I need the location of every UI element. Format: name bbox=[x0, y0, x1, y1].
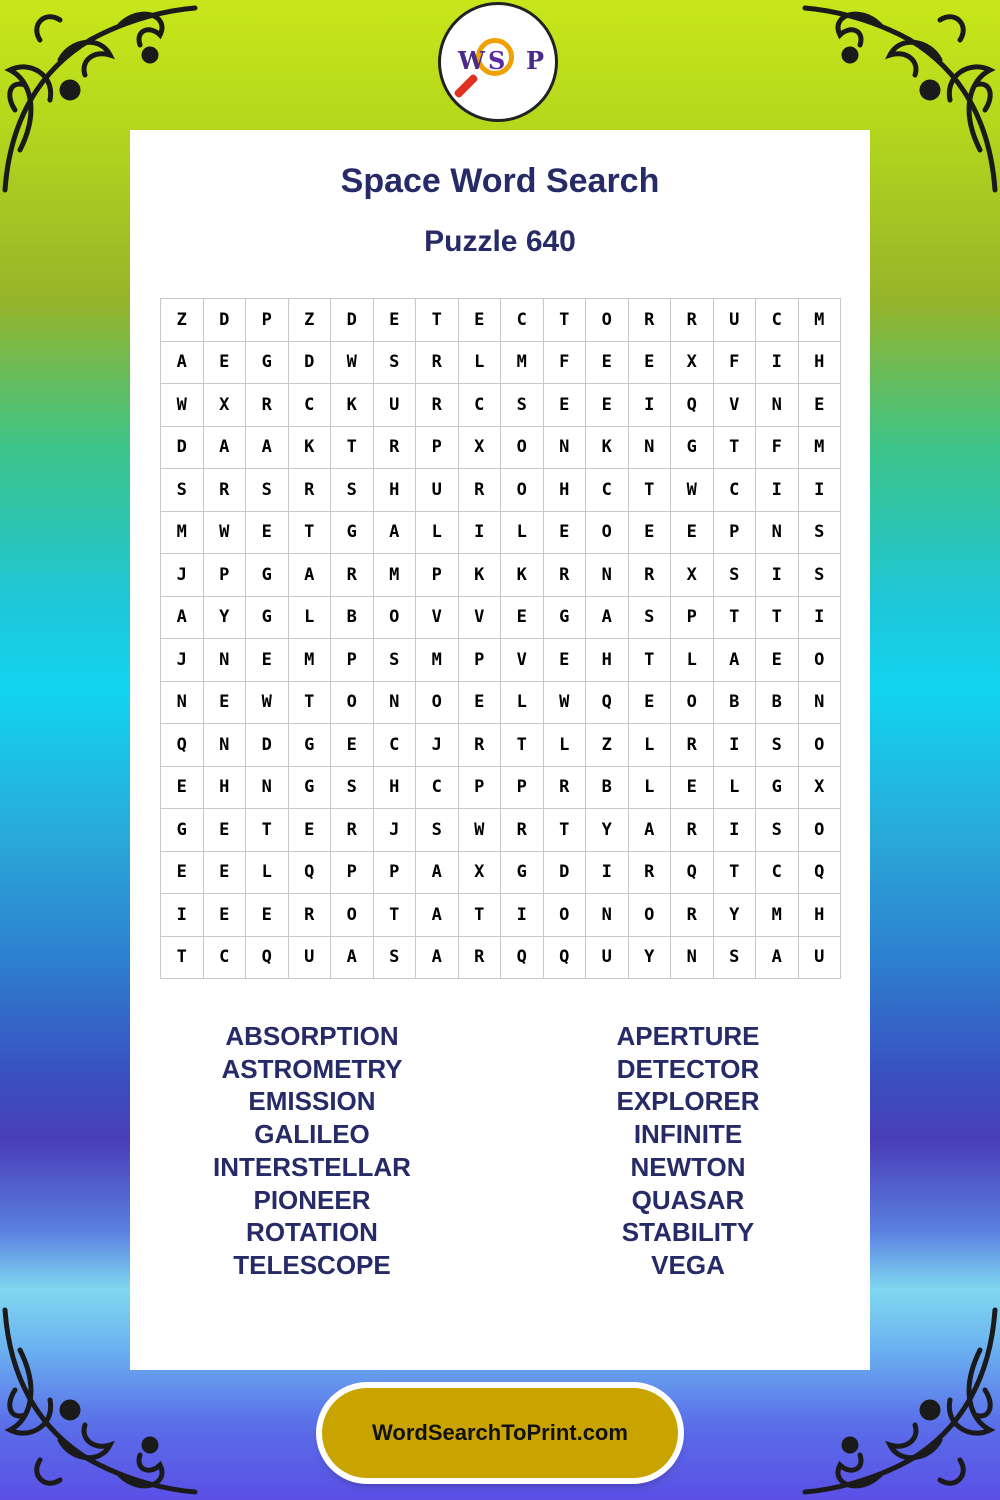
logo-letter-w: W bbox=[458, 46, 485, 75]
grid-cell[interactable]: R bbox=[543, 766, 586, 809]
grid-cell[interactable]: W bbox=[161, 384, 204, 427]
grid-row bbox=[161, 299, 841, 342]
grid-cell[interactable]: Q bbox=[246, 936, 289, 979]
grid-cell[interactable]: G bbox=[756, 766, 799, 809]
grid-cell[interactable]: T bbox=[161, 936, 204, 979]
grid-cell[interactable]: C bbox=[203, 936, 246, 979]
grid-cell[interactable]: H bbox=[543, 469, 586, 512]
grid-cell[interactable]: M bbox=[798, 299, 841, 342]
grid-cell[interactable]: N bbox=[756, 384, 799, 427]
grid-cell[interactable]: W bbox=[671, 469, 714, 512]
grid-cell[interactable]: Q bbox=[798, 851, 841, 894]
grid-cell[interactable]: T bbox=[288, 681, 331, 724]
grid-cell[interactable]: L bbox=[501, 511, 544, 554]
grid-cell[interactable]: A bbox=[331, 936, 374, 979]
grid-cell[interactable]: D bbox=[543, 851, 586, 894]
grid-cell[interactable]: L bbox=[628, 724, 671, 767]
grid-cell[interactable]: Y bbox=[586, 809, 629, 852]
grid-cell[interactable]: H bbox=[373, 469, 416, 512]
grid-cell[interactable]: J bbox=[161, 639, 204, 682]
grid-cell[interactable]: M bbox=[756, 894, 799, 937]
grid-cell[interactable]: A bbox=[416, 894, 459, 937]
grid-cell[interactable]: R bbox=[543, 554, 586, 597]
grid-cell[interactable]: M bbox=[373, 554, 416, 597]
grid-row bbox=[161, 554, 841, 597]
grid-cell[interactable]: P bbox=[331, 639, 374, 682]
grid-cell[interactable]: N bbox=[543, 426, 586, 469]
grid-cell[interactable]: N bbox=[756, 511, 799, 554]
grid-cell[interactable]: Z bbox=[586, 724, 629, 767]
grid-cell[interactable]: S bbox=[756, 809, 799, 852]
grid-cell[interactable]: A bbox=[713, 639, 756, 682]
grid-cell[interactable]: G bbox=[543, 596, 586, 639]
grid-cell[interactable]: L bbox=[501, 681, 544, 724]
grid-cell[interactable]: I bbox=[501, 894, 544, 937]
word-list-right bbox=[538, 1020, 838, 1282]
grid-cell[interactable]: S bbox=[331, 766, 374, 809]
grid-cell[interactable]: E bbox=[628, 681, 671, 724]
word-list-item: EXPLORER bbox=[616, 1086, 760, 1117]
grid-cell[interactable]: T bbox=[713, 426, 756, 469]
grid-cell[interactable]: O bbox=[331, 681, 374, 724]
word-list-item: ABSORPTION bbox=[225, 1021, 399, 1051]
grid-cell[interactable]: H bbox=[798, 894, 841, 937]
grid-cell[interactable]: D bbox=[203, 299, 246, 342]
grid-cell[interactable]: W bbox=[246, 681, 289, 724]
grid-row bbox=[161, 341, 841, 384]
grid-cell[interactable]: O bbox=[501, 469, 544, 512]
grid-cell[interactable]: U bbox=[586, 936, 629, 979]
grid-cell[interactable]: O bbox=[586, 299, 629, 342]
grid-cell[interactable]: C bbox=[501, 299, 544, 342]
grid-cell[interactable]: R bbox=[458, 724, 501, 767]
grid-cell[interactable]: L bbox=[288, 596, 331, 639]
grid-cell[interactable]: G bbox=[501, 851, 544, 894]
grid-cell[interactable]: E bbox=[458, 681, 501, 724]
grid-cell[interactable]: C bbox=[416, 766, 459, 809]
grid-cell[interactable]: G bbox=[288, 766, 331, 809]
grid-cell[interactable]: G bbox=[246, 554, 289, 597]
grid-cell[interactable]: O bbox=[331, 894, 374, 937]
grid-cell[interactable]: B bbox=[331, 596, 374, 639]
grid-cell[interactable]: N bbox=[798, 681, 841, 724]
grid-cell[interactable]: M bbox=[288, 639, 331, 682]
grid-cell[interactable]: I bbox=[586, 851, 629, 894]
grid-cell[interactable]: I bbox=[628, 384, 671, 427]
grid-cell[interactable]: A bbox=[756, 936, 799, 979]
grid-cell[interactable]: N bbox=[671, 936, 714, 979]
grid-cell[interactable]: I bbox=[161, 894, 204, 937]
grid-cell[interactable]: P bbox=[331, 851, 374, 894]
grid-cell[interactable]: S bbox=[161, 469, 204, 512]
word-list-item: APERTURE bbox=[616, 1021, 760, 1051]
grid-cell[interactable]: S bbox=[373, 639, 416, 682]
grid-cell[interactable]: M bbox=[501, 341, 544, 384]
grid-cell[interactable]: E bbox=[373, 299, 416, 342]
word-list-item: ROTATION bbox=[246, 1217, 378, 1248]
grid-cell[interactable]: O bbox=[798, 809, 841, 852]
grid-cell[interactable]: C bbox=[756, 851, 799, 894]
grid-cell[interactable]: V bbox=[416, 596, 459, 639]
grid-cell[interactable]: R bbox=[671, 299, 714, 342]
grid-cell[interactable]: Y bbox=[203, 596, 246, 639]
grid-cell[interactable]: R bbox=[416, 384, 459, 427]
grid-cell[interactable]: C bbox=[373, 724, 416, 767]
word-list-left bbox=[162, 1020, 462, 1282]
grid-cell[interactable]: W bbox=[203, 511, 246, 554]
grid-cell[interactable]: P bbox=[458, 639, 501, 682]
grid-cell[interactable]: H bbox=[586, 639, 629, 682]
grid-cell[interactable]: L bbox=[246, 851, 289, 894]
grid-cell[interactable]: E bbox=[543, 639, 586, 682]
grid-cell[interactable]: S bbox=[246, 469, 289, 512]
grid-cell[interactable]: D bbox=[246, 724, 289, 767]
grid-cell[interactable]: J bbox=[416, 724, 459, 767]
grid-cell[interactable]: R bbox=[671, 809, 714, 852]
grid-cell[interactable]: T bbox=[713, 851, 756, 894]
letter-grid bbox=[160, 298, 841, 979]
grid-cell[interactable]: E bbox=[501, 596, 544, 639]
grid-cell[interactable]: D bbox=[288, 341, 331, 384]
grid-cell[interactable]: W bbox=[458, 809, 501, 852]
grid-cell[interactable]: I bbox=[756, 469, 799, 512]
grid-cell[interactable]: R bbox=[671, 894, 714, 937]
grid-cell[interactable]: S bbox=[331, 469, 374, 512]
grid-cell[interactable]: G bbox=[246, 596, 289, 639]
grid-cell[interactable]: Q bbox=[288, 851, 331, 894]
grid-cell[interactable]: C bbox=[458, 384, 501, 427]
grid-cell[interactable]: T bbox=[628, 469, 671, 512]
grid-cell[interactable]: L bbox=[671, 639, 714, 682]
grid-cell[interactable]: X bbox=[458, 426, 501, 469]
grid-cell[interactable]: I bbox=[756, 554, 799, 597]
word-list-item: QUASAR bbox=[631, 1184, 745, 1215]
grid-cell[interactable]: O bbox=[543, 894, 586, 937]
grid-cell[interactable]: C bbox=[713, 469, 756, 512]
grid-cell[interactable]: U bbox=[798, 936, 841, 979]
grid-cell[interactable]: R bbox=[373, 426, 416, 469]
grid-cell[interactable]: R bbox=[458, 469, 501, 512]
grid-cell[interactable]: G bbox=[161, 809, 204, 852]
grid-cell[interactable]: E bbox=[458, 299, 501, 342]
word-list-item: ASTROMETRY bbox=[221, 1053, 403, 1084]
grid-cell[interactable]: O bbox=[798, 724, 841, 767]
word-list-item: INTERSTELLAR bbox=[213, 1151, 411, 1182]
grid-cell[interactable]: C bbox=[586, 469, 629, 512]
grid-cell[interactable]: I bbox=[798, 469, 841, 512]
grid-cell[interactable]: P bbox=[203, 554, 246, 597]
grid-cell[interactable]: Q bbox=[161, 724, 204, 767]
grid-cell[interactable]: E bbox=[671, 511, 714, 554]
grid-cell[interactable]: Q bbox=[501, 936, 544, 979]
grid-cell[interactable]: P bbox=[373, 851, 416, 894]
grid-cell[interactable]: E bbox=[756, 639, 799, 682]
grid-cell[interactable]: X bbox=[798, 766, 841, 809]
grid-cell[interactable]: T bbox=[756, 596, 799, 639]
grid-cell[interactable]: N bbox=[373, 681, 416, 724]
grid-cell[interactable]: G bbox=[246, 341, 289, 384]
grid-cell[interactable]: R bbox=[246, 384, 289, 427]
grid-cell[interactable]: H bbox=[203, 766, 246, 809]
grid-row bbox=[161, 426, 841, 469]
grid-cell[interactable]: U bbox=[713, 299, 756, 342]
wsp-logo[interactable] bbox=[438, 2, 558, 122]
grid-cell[interactable]: E bbox=[246, 894, 289, 937]
grid-cell[interactable]: S bbox=[798, 554, 841, 597]
grid-row bbox=[161, 809, 841, 852]
grid-cell[interactable]: F bbox=[713, 341, 756, 384]
grid-cell[interactable]: T bbox=[458, 894, 501, 937]
grid-cell[interactable]: O bbox=[586, 511, 629, 554]
word-list-item: PIONEER bbox=[253, 1184, 371, 1215]
grid-cell[interactable]: S bbox=[628, 596, 671, 639]
grid-cell[interactable]: U bbox=[373, 384, 416, 427]
grid-cell[interactable]: A bbox=[416, 851, 459, 894]
grid-row bbox=[161, 511, 841, 554]
grid-cell[interactable]: A bbox=[373, 511, 416, 554]
grid-cell[interactable]: K bbox=[586, 426, 629, 469]
grid-cell[interactable]: V bbox=[501, 639, 544, 682]
grid-cell[interactable]: A bbox=[416, 936, 459, 979]
grid-cell[interactable]: R bbox=[458, 936, 501, 979]
grid-cell[interactable]: R bbox=[331, 809, 374, 852]
grid-cell[interactable]: X bbox=[458, 851, 501, 894]
grid-cell[interactable]: Q bbox=[586, 681, 629, 724]
grid-cell[interactable]: P bbox=[416, 426, 459, 469]
grid-cell[interactable]: C bbox=[756, 299, 799, 342]
grid-cell[interactable]: P bbox=[246, 299, 289, 342]
grid-cell[interactable]: J bbox=[373, 809, 416, 852]
grid-cell[interactable]: O bbox=[671, 681, 714, 724]
grid-cell[interactable]: T bbox=[416, 299, 459, 342]
logo-letter-p: P bbox=[526, 46, 545, 75]
grid-cell[interactable]: T bbox=[628, 639, 671, 682]
grid-cell[interactable]: I bbox=[713, 809, 756, 852]
grid-cell[interactable]: T bbox=[713, 596, 756, 639]
grid-cell[interactable]: E bbox=[288, 809, 331, 852]
grid-cell[interactable]: E bbox=[628, 511, 671, 554]
grid-cell[interactable]: V bbox=[458, 596, 501, 639]
website-link-button[interactable]: WordSearchToPrint.com bbox=[322, 1388, 678, 1478]
grid-cell[interactable]: N bbox=[586, 554, 629, 597]
grid-cell[interactable]: N bbox=[628, 426, 671, 469]
grid-cell[interactable]: R bbox=[288, 469, 331, 512]
grid-cell[interactable]: N bbox=[203, 724, 246, 767]
grid-cell[interactable]: A bbox=[203, 426, 246, 469]
grid-cell[interactable]: K bbox=[288, 426, 331, 469]
grid-cell[interactable]: G bbox=[331, 511, 374, 554]
grid-cell[interactable]: A bbox=[288, 554, 331, 597]
grid-cell[interactable]: R bbox=[288, 894, 331, 937]
grid-cell[interactable]: E bbox=[203, 809, 246, 852]
grid-cell[interactable]: A bbox=[161, 596, 204, 639]
magnifier-handle-icon bbox=[453, 73, 478, 98]
grid-row bbox=[161, 681, 841, 724]
grid-cell[interactable]: E bbox=[586, 341, 629, 384]
grid-cell[interactable]: T bbox=[246, 809, 289, 852]
grid-cell[interactable]: U bbox=[416, 469, 459, 512]
grid-cell[interactable]: E bbox=[161, 851, 204, 894]
grid-cell[interactable]: S bbox=[373, 936, 416, 979]
grid-cell[interactable]: E bbox=[203, 681, 246, 724]
grid-row bbox=[161, 936, 841, 979]
grid-cell[interactable]: R bbox=[203, 469, 246, 512]
grid-cell[interactable]: K bbox=[331, 384, 374, 427]
word-list-item: INFINITE bbox=[633, 1119, 743, 1150]
grid-cell[interactable]: R bbox=[671, 724, 714, 767]
grid-cell[interactable]: P bbox=[671, 596, 714, 639]
word-list-item: VEGA bbox=[651, 1249, 725, 1280]
grid-cell[interactable]: E bbox=[798, 384, 841, 427]
grid-cell[interactable]: T bbox=[288, 511, 331, 554]
grid-cell[interactable]: R bbox=[331, 554, 374, 597]
grid-cell[interactable]: S bbox=[501, 384, 544, 427]
grid-cell[interactable]: R bbox=[501, 809, 544, 852]
word-list-item: EMISSION bbox=[248, 1086, 376, 1117]
grid-cell[interactable]: N bbox=[161, 681, 204, 724]
grid-cell[interactable]: H bbox=[373, 766, 416, 809]
grid-row bbox=[161, 851, 841, 894]
grid-cell[interactable]: A bbox=[161, 341, 204, 384]
word-list-item: STABILITY bbox=[621, 1217, 755, 1248]
grid-cell[interactable]: O bbox=[628, 894, 671, 937]
grid-row bbox=[161, 724, 841, 767]
grid-cell[interactable]: B bbox=[586, 766, 629, 809]
grid-cell[interactable]: A bbox=[628, 809, 671, 852]
grid-cell[interactable]: X bbox=[671, 554, 714, 597]
grid-cell[interactable]: E bbox=[203, 341, 246, 384]
grid-cell[interactable]: T bbox=[331, 426, 374, 469]
grid-cell[interactable]: E bbox=[203, 894, 246, 937]
grid-cell[interactable]: G bbox=[288, 724, 331, 767]
page-title: Space Word Search bbox=[340, 162, 660, 200]
grid-cell[interactable]: R bbox=[628, 299, 671, 342]
grid-cell[interactable]: N bbox=[203, 639, 246, 682]
grid-cell[interactable]: M bbox=[161, 511, 204, 554]
grid-cell[interactable]: N bbox=[586, 894, 629, 937]
grid-cell[interactable]: T bbox=[373, 894, 416, 937]
grid-cell[interactable]: L bbox=[416, 511, 459, 554]
grid-row bbox=[161, 766, 841, 809]
grid-cell[interactable]: P bbox=[416, 554, 459, 597]
grid-cell[interactable]: E bbox=[543, 384, 586, 427]
grid-cell[interactable]: O bbox=[501, 426, 544, 469]
grid-cell[interactable]: Z bbox=[161, 299, 204, 342]
grid-cell[interactable]: O bbox=[416, 681, 459, 724]
grid-cell[interactable]: D bbox=[161, 426, 204, 469]
grid-cell[interactable]: I bbox=[458, 511, 501, 554]
grid-cell[interactable]: Z bbox=[288, 299, 331, 342]
grid-row bbox=[161, 894, 841, 937]
grid-row bbox=[161, 469, 841, 512]
grid-cell[interactable]: E bbox=[586, 384, 629, 427]
grid-cell[interactable]: R bbox=[416, 341, 459, 384]
grid-cell[interactable]: A bbox=[246, 426, 289, 469]
grid-cell[interactable]: A bbox=[586, 596, 629, 639]
grid-cell[interactable]: I bbox=[713, 724, 756, 767]
grid-cell[interactable]: I bbox=[798, 596, 841, 639]
grid-cell[interactable]: E bbox=[331, 724, 374, 767]
grid-cell[interactable]: Q bbox=[543, 936, 586, 979]
grid-cell[interactable]: E bbox=[246, 639, 289, 682]
grid-cell[interactable]: S bbox=[373, 341, 416, 384]
grid-cell[interactable]: L bbox=[458, 341, 501, 384]
grid-cell[interactable]: G bbox=[671, 426, 714, 469]
grid-cell[interactable]: O bbox=[798, 639, 841, 682]
puzzle-number: Puzzle 640 bbox=[424, 225, 576, 258]
grid-cell[interactable]: K bbox=[501, 554, 544, 597]
grid-cell[interactable]: T bbox=[543, 809, 586, 852]
grid-cell[interactable]: O bbox=[373, 596, 416, 639]
grid-cell[interactable]: W bbox=[543, 681, 586, 724]
grid-cell[interactable]: R bbox=[628, 851, 671, 894]
grid-cell[interactable]: S bbox=[713, 554, 756, 597]
grid-cell[interactable]: V bbox=[713, 384, 756, 427]
grid-cell[interactable]: M bbox=[416, 639, 459, 682]
grid-cell[interactable]: S bbox=[798, 511, 841, 554]
grid-cell[interactable]: D bbox=[331, 299, 374, 342]
grid-cell[interactable]: E bbox=[246, 511, 289, 554]
word-list-item: GALILEO bbox=[254, 1119, 370, 1150]
word-list-item: NEWTON bbox=[630, 1151, 746, 1182]
logo-letter-s: S bbox=[488, 46, 506, 75]
grid-cell[interactable]: T bbox=[543, 299, 586, 342]
grid-cell[interactable]: P bbox=[501, 766, 544, 809]
grid-cell[interactable]: L bbox=[713, 766, 756, 809]
grid-cell[interactable]: I bbox=[756, 341, 799, 384]
grid-cell[interactable]: U bbox=[288, 936, 331, 979]
grid-cell[interactable]: P bbox=[713, 511, 756, 554]
grid-cell[interactable]: T bbox=[501, 724, 544, 767]
grid-cell[interactable]: X bbox=[671, 341, 714, 384]
grid-cell[interactable]: F bbox=[543, 341, 586, 384]
grid-cell[interactable]: R bbox=[628, 554, 671, 597]
grid-cell[interactable]: H bbox=[798, 341, 841, 384]
word-list-item: DETECTOR bbox=[616, 1053, 760, 1084]
grid-cell[interactable]: S bbox=[713, 936, 756, 979]
grid-cell[interactable]: E bbox=[203, 851, 246, 894]
grid-cell[interactable]: L bbox=[543, 724, 586, 767]
grid-row bbox=[161, 639, 841, 682]
grid-cell[interactable]: B bbox=[756, 681, 799, 724]
grid-cell[interactable]: Q bbox=[671, 384, 714, 427]
grid-cell[interactable]: M bbox=[798, 426, 841, 469]
grid-cell[interactable]: N bbox=[246, 766, 289, 809]
grid-cell[interactable]: Y bbox=[713, 894, 756, 937]
word-list-item: TELESCOPE bbox=[233, 1249, 391, 1280]
grid-cell[interactable]: P bbox=[458, 766, 501, 809]
grid-cell[interactable]: B bbox=[713, 681, 756, 724]
grid-cell[interactable]: S bbox=[756, 724, 799, 767]
grid-cell[interactable]: L bbox=[628, 766, 671, 809]
grid-cell[interactable]: C bbox=[288, 384, 331, 427]
grid-cell[interactable]: E bbox=[671, 766, 714, 809]
grid-cell[interactable]: Y bbox=[628, 936, 671, 979]
grid-cell[interactable]: W bbox=[331, 341, 374, 384]
grid-cell[interactable]: F bbox=[756, 426, 799, 469]
grid-row bbox=[161, 384, 841, 427]
grid-row bbox=[161, 596, 841, 639]
grid-cell[interactable]: K bbox=[458, 554, 501, 597]
grid-cell[interactable]: E bbox=[628, 341, 671, 384]
grid-cell[interactable]: E bbox=[161, 766, 204, 809]
grid-cell[interactable]: X bbox=[203, 384, 246, 427]
grid-cell[interactable]: E bbox=[543, 511, 586, 554]
grid-cell[interactable]: S bbox=[416, 809, 459, 852]
grid-cell[interactable]: J bbox=[161, 554, 204, 597]
grid-cell[interactable]: Q bbox=[671, 851, 714, 894]
